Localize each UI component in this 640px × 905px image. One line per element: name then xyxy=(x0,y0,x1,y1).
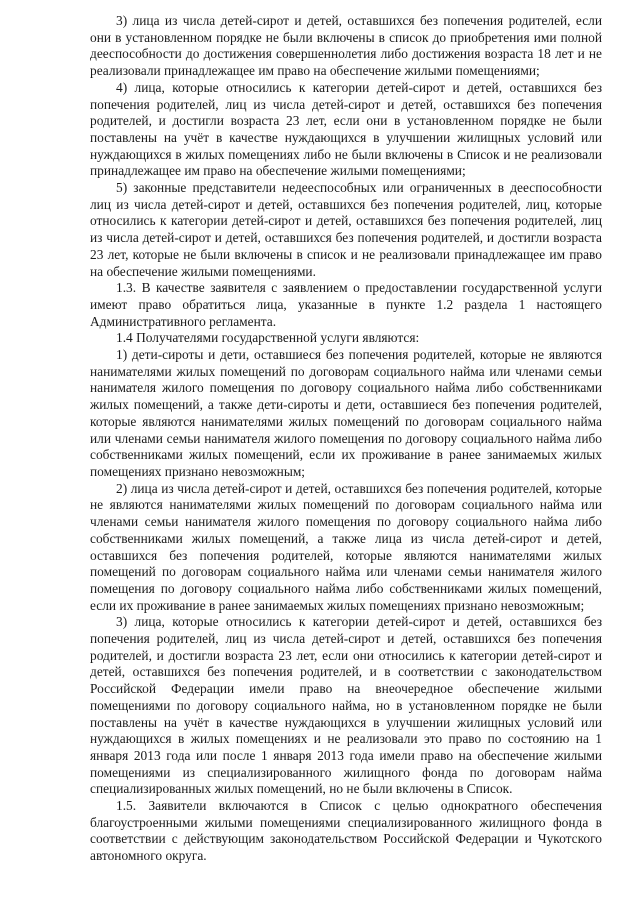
paragraph-5-legal-representatives: 5) законные представители недееспособных или ограниченных в дееспособности лиц из числа детей-сирот и детей, оставшихся без попечения родителей, лиц, которые относились к категории детей-сирот и детей, оставшихся без попечения родителей, лиц из числа детей-сирот и детей, оставшихся без попечения родителей, и достигли возраста 23 лет, которые не были включены в список и не реализовали принадлежащее им право на обеспечение жилыми помещениями. xyxy=(90,180,602,279)
paragraph-4-reached-23: 4) лица, которые относились к категории детей-сирот и детей, оставшихся без попечения родителей, лиц из числа детей-сирот и детей, оставшихся без попечения родителей, и достигли возраста 23 лет, если они в установленном порядке не были поставлены на учёт в качестве нуждающихся в улучшении жилищных условий или нуждающихся в жилых помещениях либо не были включены в Список и не реализовали принадлежащее им право на обеспечение жилыми помещениями; xyxy=(90,79,602,179)
paragraph-recipient-1: 1) дети-сироты и дети, оставшиеся без попечения родителей, которые не являются нанимателями жилых помещений по договорам социального найма или членами семьи нанимателя жилого помещения по договору социального найма либо собственниками жилых помещений, а также дети-сироты и дети, оставшиеся без попечения родителей, которые являются нанимателями жилых помещений по договорам социального найма или членами семьи нанимателя жилого помещения по договору социального найма либо собственниками жилых помещений, если их проживание в ранее занимаемых жилых помещениях признано невозможным; xyxy=(90,347,602,479)
document-page xyxy=(90,13,602,865)
paragraph-recipient-2: 2) лица из числа детей-сирот и детей, оставшихся без попечения родителей, которые не являются нанимателями жилых помещений по договорам социального найма или членами семьи нанимателя жилого помещения по договору социального найма либо собственниками жилых помещений, а также лица из числа детей-сирот и детей, оставшихся без попечения родителей, которые являются нанимателями жилых помещений по договорам социального найма или членами семьи нанимателя жилого помещения по договору социального найма либо собственниками жилых помещений, если их проживание в ранее занимаемых жилых помещениях признано невозможным; xyxy=(90,480,602,613)
paragraph-recipient-3: 3) лица, которые относились к категории детей-сирот и детей, оставшихся без попечения родителей, лиц из числа детей-сирот и детей, оставшихся без попечения родителей, и достигли возраста 23 лет, если они относились к категории детей-сирот и детей, оставшихся без попечения родителей, и в соответствии с законодательством Российской Федерации имели право на внеочередное обеспечение жилыми помещениями по договору социального найма, но в установленном порядке не были поставлены на учёт в качестве нуждающихся в улучшении жилищных условий или нуждающихся в жилых помещениях и не реализовали это право по состоянию на 1 января 2013 года или после 1 января 2013 года имели право на обеспечение жилыми помещениями из специализированного жилищного фонда по договорам найма специализированных жилых помещений, но не были включены в Список. xyxy=(90,614,602,797)
paragraph-1-3-applicants: 1.3. В качестве заявителя с заявлением о предоставлении государственной услуги имеют право обратиться лица, указанные в пункте 1.2 раздела 1 настоящего Административного регламента. xyxy=(90,280,602,329)
paragraph-1-4-recipients: 1.4 Получателями государственной услуги являются: xyxy=(116,330,420,346)
paragraph-3-orphans-not-listed: 3) лица из числа детей-сирот и детей, оставшихся без попечения родителей, если они в установленном порядке не были включены в список до приобретения ими полной дееспособности до достижения совершеннолетия либо достижения возраста 18 лет и не реализовали принадлежащее им право на обеспечение жилыми помещениями; xyxy=(90,13,602,79)
paragraph-1-5-inclusion: 1.5. Заявители включаются в Список с целью однократного обеспечения благоустроенными жилыми помещениями специализированного жилищного фонда в соответствии с действующим законодательством Российской Федерации и Чукотского автономного округа. xyxy=(90,798,602,864)
